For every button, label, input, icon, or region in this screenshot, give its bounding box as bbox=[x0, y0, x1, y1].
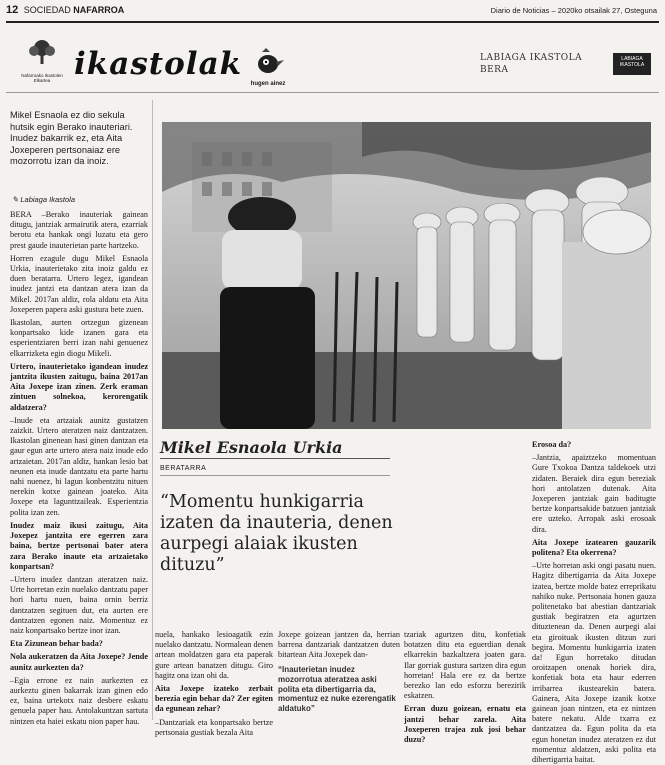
page-number: 12 bbox=[6, 4, 19, 16]
interviewee-origin: BERATARRA bbox=[160, 465, 207, 472]
interview-question: Inudez maiz ikusi zaitugu, Aita Joxepez jantzita ere egerren zara baina, bertze pertsonai bater atera zara Berako inaute eta artzaietako konpartsan? bbox=[10, 520, 148, 571]
left-logo-caption: Nafarroako Ikastolen Elkartea bbox=[21, 73, 63, 83]
column-separator bbox=[152, 100, 153, 720]
article-photo bbox=[162, 122, 651, 429]
school-badge: LABIAGA IKASTOLA bbox=[613, 53, 651, 75]
interviewee-name: Mikel Esnaola Urkia bbox=[160, 438, 343, 457]
bottom-text-column-2 bbox=[278, 630, 400, 662]
pull-quote: “Inauterietan inudez mozorrotua ateratzea aski polita eta dibertigarria da, momentuz ez nuke ezerengatik aldatuko” bbox=[278, 665, 396, 714]
paragraph: –Egia errone ez nain aurkezten ez aurkeztu ginen bakarrak izan ginen edo ez, baina urtekotx naiz desbere eskatu genuela paper hau. Antolakuntzan sartuta nintzen eta haiei eskatu nion paper hau. bbox=[10, 675, 148, 726]
paragraph: –Jantzia, apaiztzeko momentuan Gure Txokoa Dantza taldekoek utzi zidaten. Beraiek dira egun bereziak hori antolatzen dutenak. Aita Joxeperen jantziak gain baditugte bertze konpartsakide batzuen jantziak ere uzteko. Arropak aski erosoak dira. bbox=[532, 453, 656, 534]
interview-question: Erran duzu goizean, ernatu eta jantzi behar zarela. Aita Joxeperen trajea zuk josi behar duzu? bbox=[404, 704, 526, 745]
publication-info: Diario de Noticias – 2020ko otsailak 27, Osteguna bbox=[490, 6, 657, 15]
bottom-text-column-3 bbox=[404, 630, 526, 745]
paragraph: Joxepe goizean jantzen da, herrian barrena dantzariak dantzatzen duten bitartean Aita Joxepek dan- bbox=[278, 630, 400, 660]
header-rule bbox=[6, 21, 659, 23]
band-rule bbox=[6, 92, 659, 93]
paragraph: Ikastolan, aurten ortzegun gizenean konpartsako kide izanen gara eta esperientziaren berri izan nahi genuenez elkarrizketa egin diogu Mikeli. bbox=[10, 318, 148, 358]
school-name: LABIAGA IKASTOLA BERA bbox=[480, 53, 583, 75]
interview-question: Urtero, inauterietako igandean inudez jantzita ikusten zaitugu, baina 2017an Aita Joxepe izan zinen. Zerk eraman zintuen solnekoa, kerorengatik aldatzera? bbox=[10, 361, 148, 412]
ikastolen-elkartea-logo bbox=[14, 38, 70, 83]
interview-question: Eta Zizunean behar bada? bbox=[10, 639, 103, 649]
center-logo-caption: hugen ainez bbox=[250, 81, 286, 87]
bottom-text-column-1 bbox=[155, 630, 273, 737]
paragraph: –Inude eta artzaiak aunitz gustatzen zaizkit. Urtero ateratzen naiz dantzatzen. Ikastolan ginenean hasi ginen dantzan eta gaur egun arte urtero atera naiz inude edo artzaietan. 2017an aldiz, hankan lesio bat neunen eta inude dantzatu eta parte hartu nahi nuenez, bi lagun konbentzitu nituen nerekin kotxe gainean joateko. Aita Joxepe eta lagunttzaileak. Esperientzia polita izan zen. bbox=[10, 415, 148, 517]
interview-question: Nola aukeratzen da Aita Joxepe? Jende aunitz aurkezten da? bbox=[10, 652, 148, 672]
paragraph: –Dantzariak eta konpartsako bertze pertsonaia gustiak bezala Aita bbox=[155, 717, 273, 737]
byline: ✎ Labiaga Ikastola bbox=[12, 195, 75, 204]
paragraph: Horren ezagule dugu Mikel Esnaola Urkia, inauterietako zita inoiz galdu ez duen beratarra. Urtero legez, igandean inudez jantzi eta dantzan atera izan da Mikel. 2017an aldiz, rola aldatu eta Aita Joxeperen papera aski gustura bete zuen. bbox=[10, 253, 148, 314]
dancers-photo-image bbox=[162, 122, 651, 429]
tree-logo-icon bbox=[25, 38, 59, 68]
article-lead: Mikel Esnaola ez dio sekula hutsik egin Berako inauteriari. Inudez bakarrik ez, eta Aita Joxeperen pertsonaiaz ere mozorrotu izan da inoiz. bbox=[10, 110, 133, 167]
name-rule bbox=[160, 458, 390, 459]
section-title: ikastolak bbox=[74, 46, 243, 82]
bird-logo-icon bbox=[248, 46, 288, 76]
interview-question: Aita Joxepe izatearen gauzarik politena? Eta okerrena? bbox=[532, 537, 656, 558]
hugen-ainez-logo bbox=[242, 46, 294, 87]
page-header bbox=[6, 4, 659, 20]
section-label: SOCIEDAD NAFARROA bbox=[23, 5, 125, 15]
paragraph: –Urte horretan aski ongi pasatu nuen. Hagitz dibertigarria da Aita Joxepe izatea, bertze molde batez erreprikatu nahiko nuke. Pertsonaia honen gauza politenetako bat abestian dantzariak gustiak begiratzen eta agurtzen dituztenean da. Denen aurpegi alai eta giroituak ikusten ditzun zuri begira. Momentu hunkigarria izaten da! Egun horretako ditudan oroitzapen onenak horiek dira, konfetiak bota eta haur ederren irribarrea ikustearekin batera. Gainera, Aita Joxepe izanik kotxe gainean joan nintzen, eta ez nintzen batere nekatu. Alde txarra ez dantzatzea da. Egun polita da eta egun honetan inudez ateratzen ez dut momentuz aldatzen, aski polita eta dibertigarria baitat. bbox=[532, 561, 656, 765]
paragraph: BERA –Berako inauteriak gainean ditugu, jantziak armairutik atera, ezarriak berotu eta hankak ongi luzatu eta gero prest gaude inauterietan parte hartzeko. bbox=[10, 210, 148, 250]
author-icon: ✎ bbox=[12, 195, 21, 204]
left-text-column bbox=[10, 210, 148, 725]
interview-question: Aita Joxepe izateko zerbait berezia egin behar da? Zer egiten da egunean zehar? bbox=[155, 684, 273, 714]
paragraph: nuela, hankako lesioagatik ezin nuelako dantzatu. Normalean denen artean moldatzen gara eta paperak gure artean banatzen ditugu. Giro hagitz ona izan ohi da. bbox=[155, 630, 273, 680]
paragraph: tzariak agurtzen ditu, konfetiak botatzen ditu eta eguerdian denak elkarrekin bazkaltzera joaten gara. Ilar gorriak gustura sartzen dira egun horretan! Hala ere ez da bertze berezko lan edo esforzu berezirik eskatzen. bbox=[404, 630, 526, 701]
interview-question: Erosoa da? bbox=[532, 440, 572, 449]
origin-rule bbox=[160, 475, 390, 476]
right-text-column bbox=[532, 440, 656, 765]
paragraph: –Urtero inudez dantzan ateratzen naiz. Urte horretan ezin nuelako dantzatu paper hori hartu nuen, baina ornin berriz dantzatzen segituen dut, eta aurten ere dantzatzen egonen naiz. Momentuz ez naiz konpartsako bertze inor izan. bbox=[10, 574, 148, 635]
headline-quote: “Momentu hunkigarria izaten da inauteria, denen aurpegi alaiak ikusten dituzu” bbox=[160, 492, 393, 575]
